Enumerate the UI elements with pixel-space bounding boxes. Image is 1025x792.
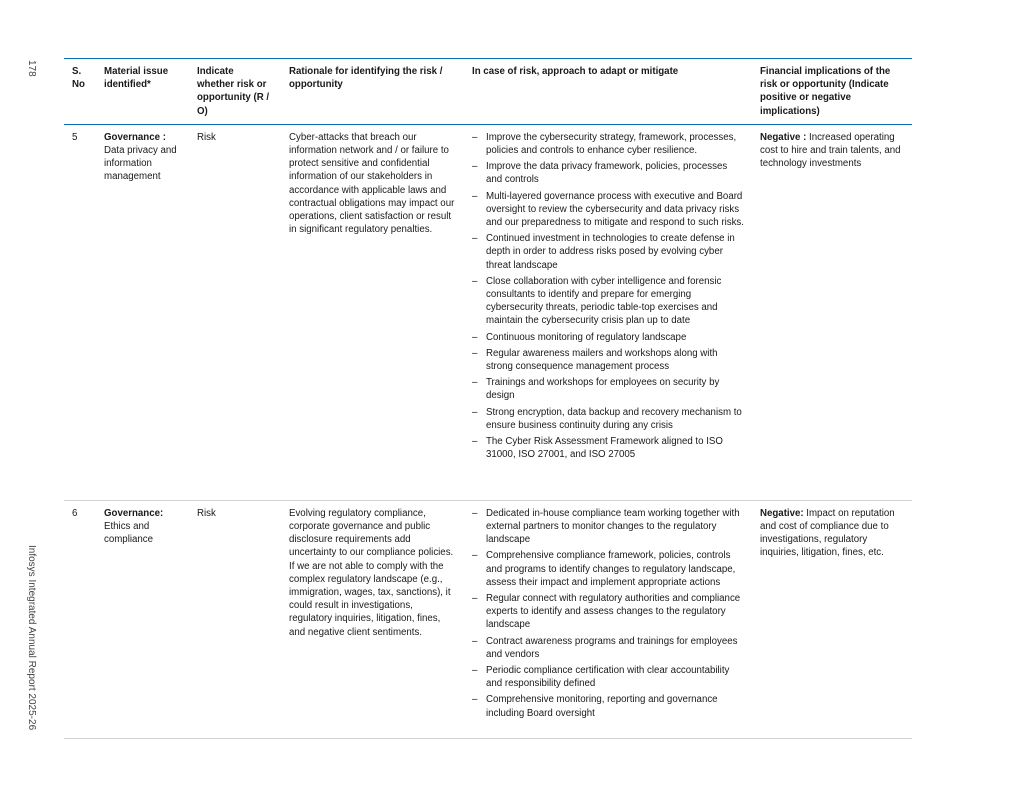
header-issue: Material issue identified* — [104, 66, 169, 91]
list-item: – Strong encryption, data backup and recovery mechanism to ensure business continuity during any crisis — [472, 406, 744, 432]
list-item: – Close collaboration with cyber intelligence and forensic consultants to identify and prepare for emerging cybersecurity threats, periodic table-top exercises and maintain the cybersecurity crisis plan up to date — [472, 275, 744, 328]
cell-risk-or-opportunity: Risk — [197, 131, 216, 143]
issue-text: Data privacy and information management — [104, 145, 177, 183]
issue-category: Governance : — [104, 131, 166, 143]
approach-list — [472, 507, 744, 720]
list-item: – Dedicated in-house compliance team working together with external partners to monitor changes to the regulatory landscape — [472, 507, 744, 547]
approach-list — [472, 131, 744, 462]
cell-financial — [752, 124, 912, 500]
cell-rationale: Cyber-attacks that breach our information network and / or failure to protect sensitive and confidential information of our stakeholders in accordance with applicable laws and contractual obligations may impact our operations, client satisfaction or result in significant regulatory penalties. — [289, 131, 455, 236]
page-number: 178 — [26, 60, 37, 77]
risk-opportunity-table — [64, 58, 912, 739]
list-item: – Trainings and workshops for employees on security by design — [472, 376, 744, 402]
list-item: – Regular connect with regulatory authorities and compliance experts to identify and assess changes to the regulatory landscape — [472, 592, 744, 632]
list-item: – Improve the cybersecurity strategy, framework, processes, policies and controls to enhance cyber resilience. — [472, 131, 744, 157]
list-item: – Contract awareness programs and trainings for employees and vendors — [472, 635, 744, 661]
list-item: – Comprehensive compliance framework, policies, controls and programs to identify changes to regulatory landscape, assess their impact and implement appropriate actions — [472, 549, 744, 589]
cell-approach — [464, 500, 752, 738]
list-item: – Periodic compliance certification with clear accountability and responsibility defined — [472, 664, 744, 690]
cell-approach — [464, 124, 752, 500]
list-item: – Continuous monitoring of regulatory landscape — [472, 331, 744, 344]
list-item: – Comprehensive monitoring, reporting and governance including Board oversight — [472, 693, 744, 719]
cell-financial — [752, 500, 912, 738]
header-risk-or-opportunity: Indicate whether risk or opportunity (R / O) — [197, 66, 270, 117]
cell-issue — [96, 124, 189, 500]
financial-text: Increased operating cost to hire and train talents, and technology investments — [760, 131, 901, 170]
cell-rationale: Evolving regulatory compliance, corporate governance and public disclosure requirements add uncertainty to our compliance policies. If we are not able to comply with the complex regulatory landscape (e.g., immigration, wages, tax, sanctions), it could result in investigations, regulatory inquiries, litigation, fines, and negative client sentiments. — [289, 507, 454, 638]
cell-risk-or-opportunity: Risk — [197, 507, 216, 519]
list-item: – Multi-layered governance process with executive and Board oversight to review the cybersecurity and data privacy risks and our preparedness to mitigate and respond to such risks. — [472, 190, 744, 230]
financial-polarity: Negative: — [760, 507, 804, 519]
header-approach: In case of risk, approach to adapt or mitigate — [472, 66, 679, 77]
report-title: Infosys Integrated Annual Report 2025-26 — [26, 545, 37, 731]
list-item: – Continued investment in technologies to create defense in depth in order to address risks posed by evolving cyber threat landscape — [472, 232, 744, 272]
table-row — [64, 124, 912, 500]
cell-sno: 5 — [72, 131, 78, 143]
issue-text: Ethics and compliance — [104, 521, 154, 546]
issue-category: Governance: — [104, 507, 164, 519]
list-item: – The Cyber Risk Assessment Framework aligned to ISO 31000, ISO 27001, and ISO 27005 — [472, 435, 744, 461]
table-header-row — [64, 59, 912, 125]
financial-text: Impact on reputation and cost of compliance due to investigations, regulatory inquiries, litigation, fines, etc. — [760, 507, 895, 559]
table-row — [64, 500, 912, 738]
cell-sno: 6 — [72, 507, 78, 519]
financial-polarity: Negative : — [760, 131, 807, 143]
cell-issue — [96, 500, 189, 738]
header-financial: Financial implications of the risk or opportunity (Indicate positive or negative implications) — [760, 66, 891, 117]
header-rationale: Rationale for identifying the risk / opportunity — [289, 66, 443, 91]
list-item: – Regular awareness mailers and workshops along with strong consequence management process — [472, 347, 744, 373]
list-item: – Improve the data privacy framework, policies, processes and controls — [472, 160, 744, 186]
header-sno: S. No — [72, 66, 85, 91]
